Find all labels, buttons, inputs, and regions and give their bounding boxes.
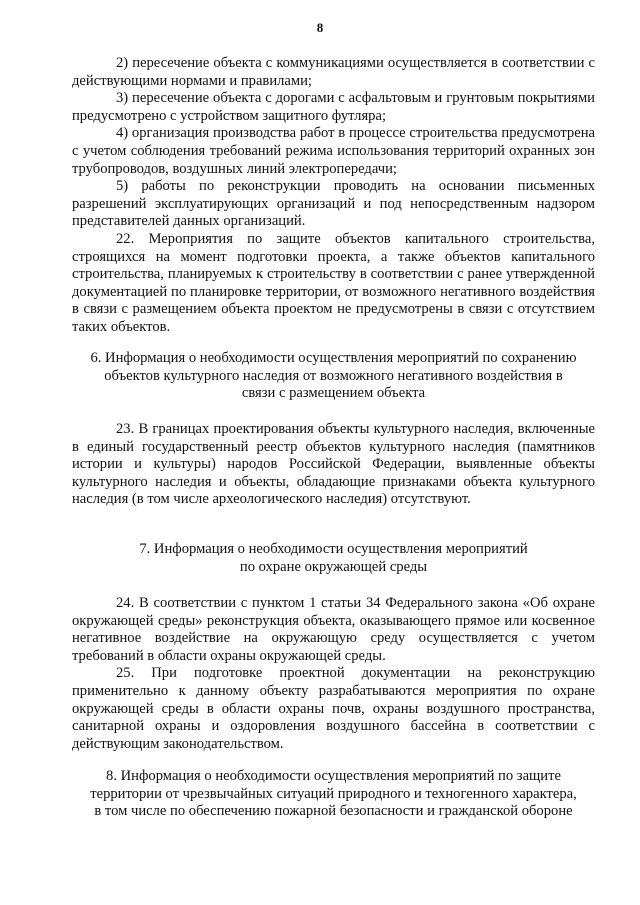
section-7-heading	[72, 541, 595, 576]
section-8-heading-line-2: территории от чрезвычайных ситуаций природного и техногенного характера,	[90, 785, 577, 802]
section-8-heading	[72, 768, 595, 821]
section-6-heading-line-3: связи с размещением объекта	[241, 385, 426, 402]
section-6-heading-line-2: объектов культурного наследия от возможного негативного воздействия в	[104, 367, 563, 384]
list-item-4: 4) организация производства работ в процессе строительства предусмотрена с учетом соблюдения требований режима использования территорий охранных зон трубопроводов, воздушных линий электропередачи;	[72, 125, 595, 177]
section-6-body	[72, 421, 595, 509]
section-8-heading-line-1: 8. Информация о необходимости осуществления мероприятий по защите	[106, 768, 561, 784]
section-7-heading-line-1: 7. Информация о необходимости осуществления мероприятий	[139, 541, 528, 557]
section-6-heading	[72, 350, 595, 403]
list-item-2: 2) пересечение объекта с коммуникациями осуществляется в соответствии с действующими нормами и правилами;	[72, 55, 595, 89]
intro-block	[72, 55, 595, 337]
section-7-heading-line-2: по охране окружающей среды	[239, 558, 428, 575]
list-item-5: 5) работы по реконструкции проводить на основании письменных разрешений эксплуатирующих организаций и под непосредственным надзором представителей данных организаций.	[72, 178, 595, 230]
list-item-3: 3) пересечение объекта с дорогами с асфальтовым и грунтовым покрытиями предусмотрено с устройством защитного футляра;	[72, 90, 595, 124]
paragraph-24: 24. В соответствии с пунктом 1 статьи 34 Федерального закона «Об охране окружающей среды» реконструкция объекта, оказывающего прямое или косвенное негативное воздействие на окружающую среду осуществляется с учетом требований в области охраны окружающей среды.	[72, 595, 595, 664]
paragraph-23: 23. В границах проектирования объекты культурного наследия, включенные в единый государственный реестр объектов культурного наследия (памятников истории и культуры) народов Российской Федерации, выявленные объекты культурного наследия и объекты, обладающие признаками объекта культурного наследия (в том числе археологического наследия) отсутствуют.	[72, 421, 595, 508]
section-6-heading-line-1: 6. Информация о необходимости осуществления мероприятий по сохранению	[90, 350, 577, 366]
page-number: 8	[316, 20, 324, 35]
section-7-body	[72, 595, 595, 753]
paragraph-22: 22. Мероприятия по защите объектов капитального строительства, строящихся на момент подготовки проекта, а также объектов капитального строительства, планируемых к строительству в соответствии с ранее утвержденной документацией по планировке территории, от возможного негативного воздействия в связи с размещением объекта проектом не предусмотрены в связи с отсутствием таких объектов.	[72, 230, 595, 335]
paragraph-25: 25. При подготовке проектной документации на реконструкцию применительно к данному объекту разрабатываются мероприятия по охране окружающей среды в области охраны почв, охраны воздушного пространства, санитарной охраны и оздоровления воздушного бассейна в соответствии с действующим законодательством.	[72, 665, 595, 752]
section-8-heading-line-3: в том числе по обеспечению пожарной безопасности и гражданской обороне	[94, 803, 573, 820]
